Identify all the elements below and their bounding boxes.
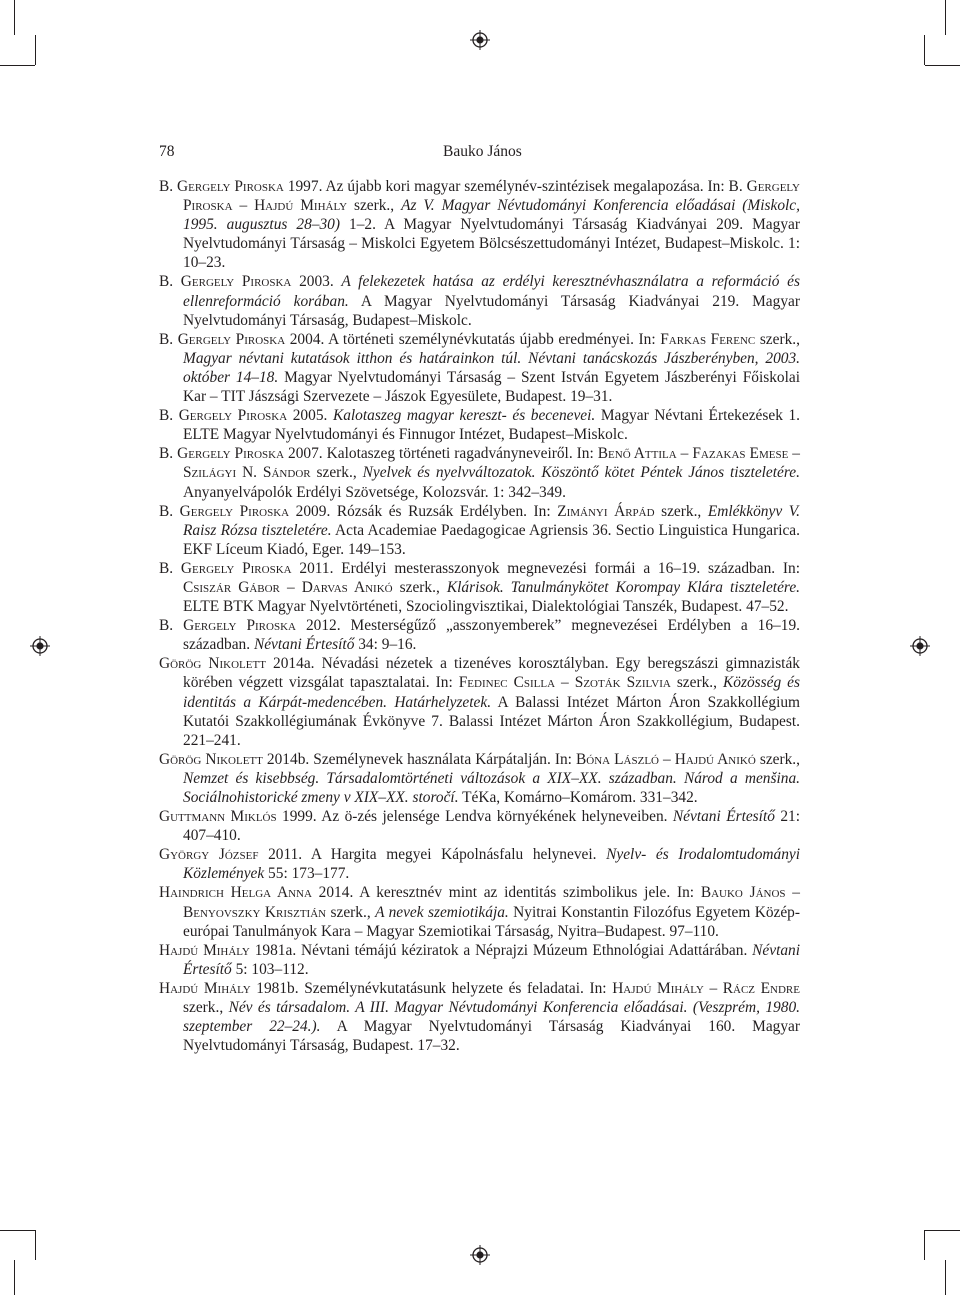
crop-mark-icon <box>925 65 960 66</box>
reference-text: 1981a. Névtani témájú kéziratok a Néprajzi Múzeum Ethnológiai Adattárában. <box>249 941 753 959</box>
crop-mark-icon <box>14 1260 15 1295</box>
reference-text: 2011. Erdélyi mesterasszonyok megnevezési formái a 16–19. században. In: <box>291 559 800 577</box>
reference-text: szerk., <box>755 330 800 348</box>
reference-entry <box>159 807 800 845</box>
reference-text: B. <box>159 559 181 577</box>
author-name: Hajdú Mihály <box>159 979 251 997</box>
reference-text: szerk., <box>670 674 723 692</box>
crop-mark-icon <box>0 65 35 66</box>
author-name: Gergely Piroska – Hajdú Mihály <box>183 178 800 215</box>
reference-entry <box>159 750 800 807</box>
author-name: Gergely Piroska <box>183 617 296 635</box>
author-name: Gergely Piroska <box>177 178 284 195</box>
reference-text: TéKa, Komárno–Komárom. 331–342. <box>458 789 698 806</box>
crop-mark-icon <box>945 1260 946 1295</box>
crop-mark-icon <box>945 0 946 35</box>
reference-text: 2005. <box>287 407 333 425</box>
registration-mark-icon <box>470 30 490 50</box>
crop-mark-icon <box>925 1230 960 1231</box>
work-title: Név és társadalom. A III. Magyar Névtudományi Konferencia előadásai. (Veszprém, 1980. szeptember 22–24.). <box>183 999 800 1036</box>
author-name: Bauko János – Benyovszky Krisztián <box>183 884 800 921</box>
work-title: Nyelv- és Irodalomtudományi Közlemények <box>183 846 800 883</box>
author-name: Gergely Piroska <box>177 445 285 463</box>
work-title: Klárisok. Tanulmánykötet Korompay Klára tiszteletére. <box>446 578 800 596</box>
author-name: Gergely Piroska <box>177 330 286 348</box>
registration-mark-icon <box>910 636 930 656</box>
reference-text: B. <box>159 617 184 635</box>
reference-text: 2014b. Személynevek használata Kárpátalján. In: <box>262 750 576 768</box>
reference-entry <box>159 502 800 559</box>
reference-entry <box>159 444 800 501</box>
work-title: Névtani Értesítő <box>672 808 775 826</box>
work-title: A felekezetek hatása az erdélyi keresztnévhasználatra a reformáció és ellenreformáció korában. <box>183 273 800 310</box>
reference-text: Magyar Nyelvtudományi Társaság – Szent István Egyetem Jászberényi Főiskolai Kar – TIT Jászsági Szervezete – Jászok Egyesülete, Budapest. 19–31. <box>183 368 800 406</box>
reference-text: ELTE BTK Magyar Nyelvtörténeti, Szociolingvisztikai, Dialektológiai Tanszék, Budapest. 47–52. <box>183 598 789 616</box>
work-title: Magyar névtani kutatások itthon és határainkon túl. Névtani tanácskozás Jászberényben, 2003. október 14–18. <box>183 349 800 386</box>
reference-text: Anyanyelvápolók Erdélyi Szövetsége, Kolozsvár. 1: 342–349. <box>183 483 566 501</box>
reference-entry <box>159 406 800 444</box>
crop-mark-icon <box>35 35 36 65</box>
reference-text: szerk., <box>347 197 402 215</box>
reference-entry <box>159 883 800 940</box>
author-name: Haindrich Helga Anna <box>159 884 312 902</box>
author-name: Gergely Piroska <box>180 559 292 577</box>
reference-text: B. <box>159 502 180 520</box>
work-title: Nemzet és kisebbség. Társadalomtörténeti változások a XIX–XX. században. Národ a menšina. Sociálnohistorické zmeny v XIX–XX. storočí. <box>183 769 800 806</box>
author-name: Gergely Piroska <box>178 407 288 425</box>
reference-text: 1997. Az újabb kori magyar személynév-szintézisek megalapozása. In: B. <box>283 178 747 195</box>
reference-text: A Balassi Intézet Márton Áron Szakkollégium Kutatói Szakkollégiumának Évkönyve 7. Balassi Intézet Márton Áron Szakkollégium, Budapest. 221–241. <box>183 693 801 749</box>
reference-text: A Magyar Nyelvtudományi Társaság Kiadványai 219. Magyar Nyelvtudományi Társaság, Budapest–Miskolc. <box>183 292 800 329</box>
reference-text: 2009. Rózsák és Ruzsák Erdélyben. In: <box>289 502 558 520</box>
reference-text: szerk., <box>755 750 801 768</box>
registration-mark-icon <box>470 1245 490 1265</box>
reference-text: 1–2. A Magyar Nyelvtudományi Társaság Kiadványai 209. Magyar Nyelvtudományi Társaság – Miskolci Egyetem Bölcsészettudományi Intézet, Budapest–Miskolc. 1: 10–23. <box>183 216 800 272</box>
reference-text: A Magyar Nyelvtudományi Társaság Kiadványai 160. Magyar Nyelvtudományi Társaság, Budapest. 17–32. <box>183 1018 801 1055</box>
crop-mark-icon <box>14 0 15 35</box>
reference-text: B. <box>159 178 178 195</box>
reference-entry <box>159 979 800 1055</box>
reference-text: 34: 9–16. <box>354 636 417 654</box>
reference-text: szerk., <box>310 464 363 482</box>
reference-entry <box>159 177 800 272</box>
author-name: Fedinec Csilla – Szoták Szilvia <box>458 674 671 692</box>
author-name: Görög Nikolett <box>159 655 266 673</box>
reference-text: B. <box>159 407 179 425</box>
author-name: Zimányi Árpád <box>557 502 655 520</box>
reference-text: 2012. Mesterségűző „asszonyemberek” megnevezései Erdélyben a 16–19. században. <box>183 617 800 654</box>
reference-entry <box>159 272 800 329</box>
reference-entry <box>159 654 800 749</box>
author-name: Csiszár Gábor – Darvas Anikó <box>183 578 393 596</box>
crop-mark-icon <box>35 1230 36 1260</box>
work-title: Kalotaszeg magyar kereszt- és becenevei. <box>332 407 596 425</box>
registration-mark-icon <box>30 636 50 656</box>
page-number: 78 <box>159 143 175 160</box>
work-title: Közösség és identitás a Kárpát-medencében. Határhelyzetek. <box>183 674 800 711</box>
reference-text: 21: 407–410. <box>183 808 801 845</box>
reference-text: 2014a. Névadási nézetek a tizenéves korosztályban. Egy beregszászi gimnazisták körében végzett vizsgálat tapasztalatai. In: <box>183 655 800 692</box>
reference-text: 1981b. Személynévkutatásunk helyzete és feladatai. In: <box>250 979 613 997</box>
reference-text: szerk., <box>392 578 447 596</box>
reference-text: szerk., <box>183 999 229 1017</box>
reference-text: B. <box>159 330 178 348</box>
work-title: A nevek szemiotikája. <box>375 903 509 921</box>
reference-text: 2014. A keresztnév mint az identitás szimbolikus jele. In: <box>311 884 701 902</box>
reference-entry <box>159 941 800 979</box>
reference-text: szerk., <box>654 502 708 520</box>
reference-text: 1999. Az ö-zés jelensége Lendva környékének helyneveiben. <box>276 808 673 826</box>
author-name: Hajdú Mihály <box>159 941 250 959</box>
reference-text: szerk., <box>326 903 376 921</box>
work-title: Névtani Értesítő <box>253 636 355 654</box>
author-name: Benő Attila – Fazakas Emese – Szilágyi N. Sándor <box>183 445 800 482</box>
reference-list <box>159 177 800 1055</box>
work-title: Emlékkönyv V. Raisz Rózsa tiszteletére. <box>183 502 800 539</box>
reference-text: Acta Academiae Paedagogicae Agriensis 36. Sectio Linguistica Hungarica. EKF Líceum Kiadó, Eger. 149–153. <box>183 521 800 558</box>
reference-entry <box>159 559 800 616</box>
author-name: Bóna László – Hajdú Anikó <box>576 750 756 768</box>
reference-entry <box>159 330 800 406</box>
author-name: Farkas Ferenc <box>660 330 756 348</box>
reference-text: 2007. Kalotaszeg történeti ragadványneveiről. In: <box>284 445 598 463</box>
reference-text: Nyitrai Konstantin Filozófus Egyetem Közép-európai Tanulmányok Kara – Magyar Szemiotikai Társaság, Nyitra–Budapest. 97–110. <box>183 903 800 940</box>
reference-entry <box>159 845 800 883</box>
reference-text: B. <box>159 273 181 291</box>
author-name: Guttmann Miklós <box>159 808 277 826</box>
running-header <box>159 143 799 165</box>
reference-text: 2004. A történeti személynévkutatás újabb eredményei. In: <box>285 330 661 348</box>
reference-text: 55: 173–177. <box>264 865 350 883</box>
author-name: Görög Nikolett <box>159 750 263 768</box>
reference-text: 2003. <box>291 273 342 291</box>
author-name: Gergely Piroska <box>180 273 292 291</box>
running-head-author: Bauko János <box>443 143 522 160</box>
reference-text: 5: 103–112. <box>231 960 309 978</box>
crop-mark-icon <box>924 35 925 65</box>
reference-text: B. <box>159 445 178 463</box>
crop-mark-icon <box>924 1230 925 1260</box>
reference-entry <box>159 616 800 654</box>
author-name: György József <box>159 846 259 864</box>
reference-text: Magyar Névtani Értekezések 1. ELTE Magyar Nyelvtudományi és Finnugor Intézet, Budapest–Miskolc. <box>183 407 800 444</box>
work-title: Az V. Magyar Névtudományi Konferencia előadásai (Miskolc, 1995. augusztus 28–30) <box>183 197 800 234</box>
reference-text: 2011. A Hargita megyei Kápolnásfalu helynevei. <box>258 846 607 864</box>
work-title: Névtani Értesítő <box>183 941 801 978</box>
work-title: Nyelvek és nyelvváltozatok. Köszöntő kötet Péntek János tiszteletére. <box>362 464 800 482</box>
author-name: Hajdú Mihály – Rácz Endre <box>612 979 800 997</box>
author-name: Gergely Piroska <box>179 502 290 520</box>
crop-mark-icon <box>0 1230 35 1231</box>
